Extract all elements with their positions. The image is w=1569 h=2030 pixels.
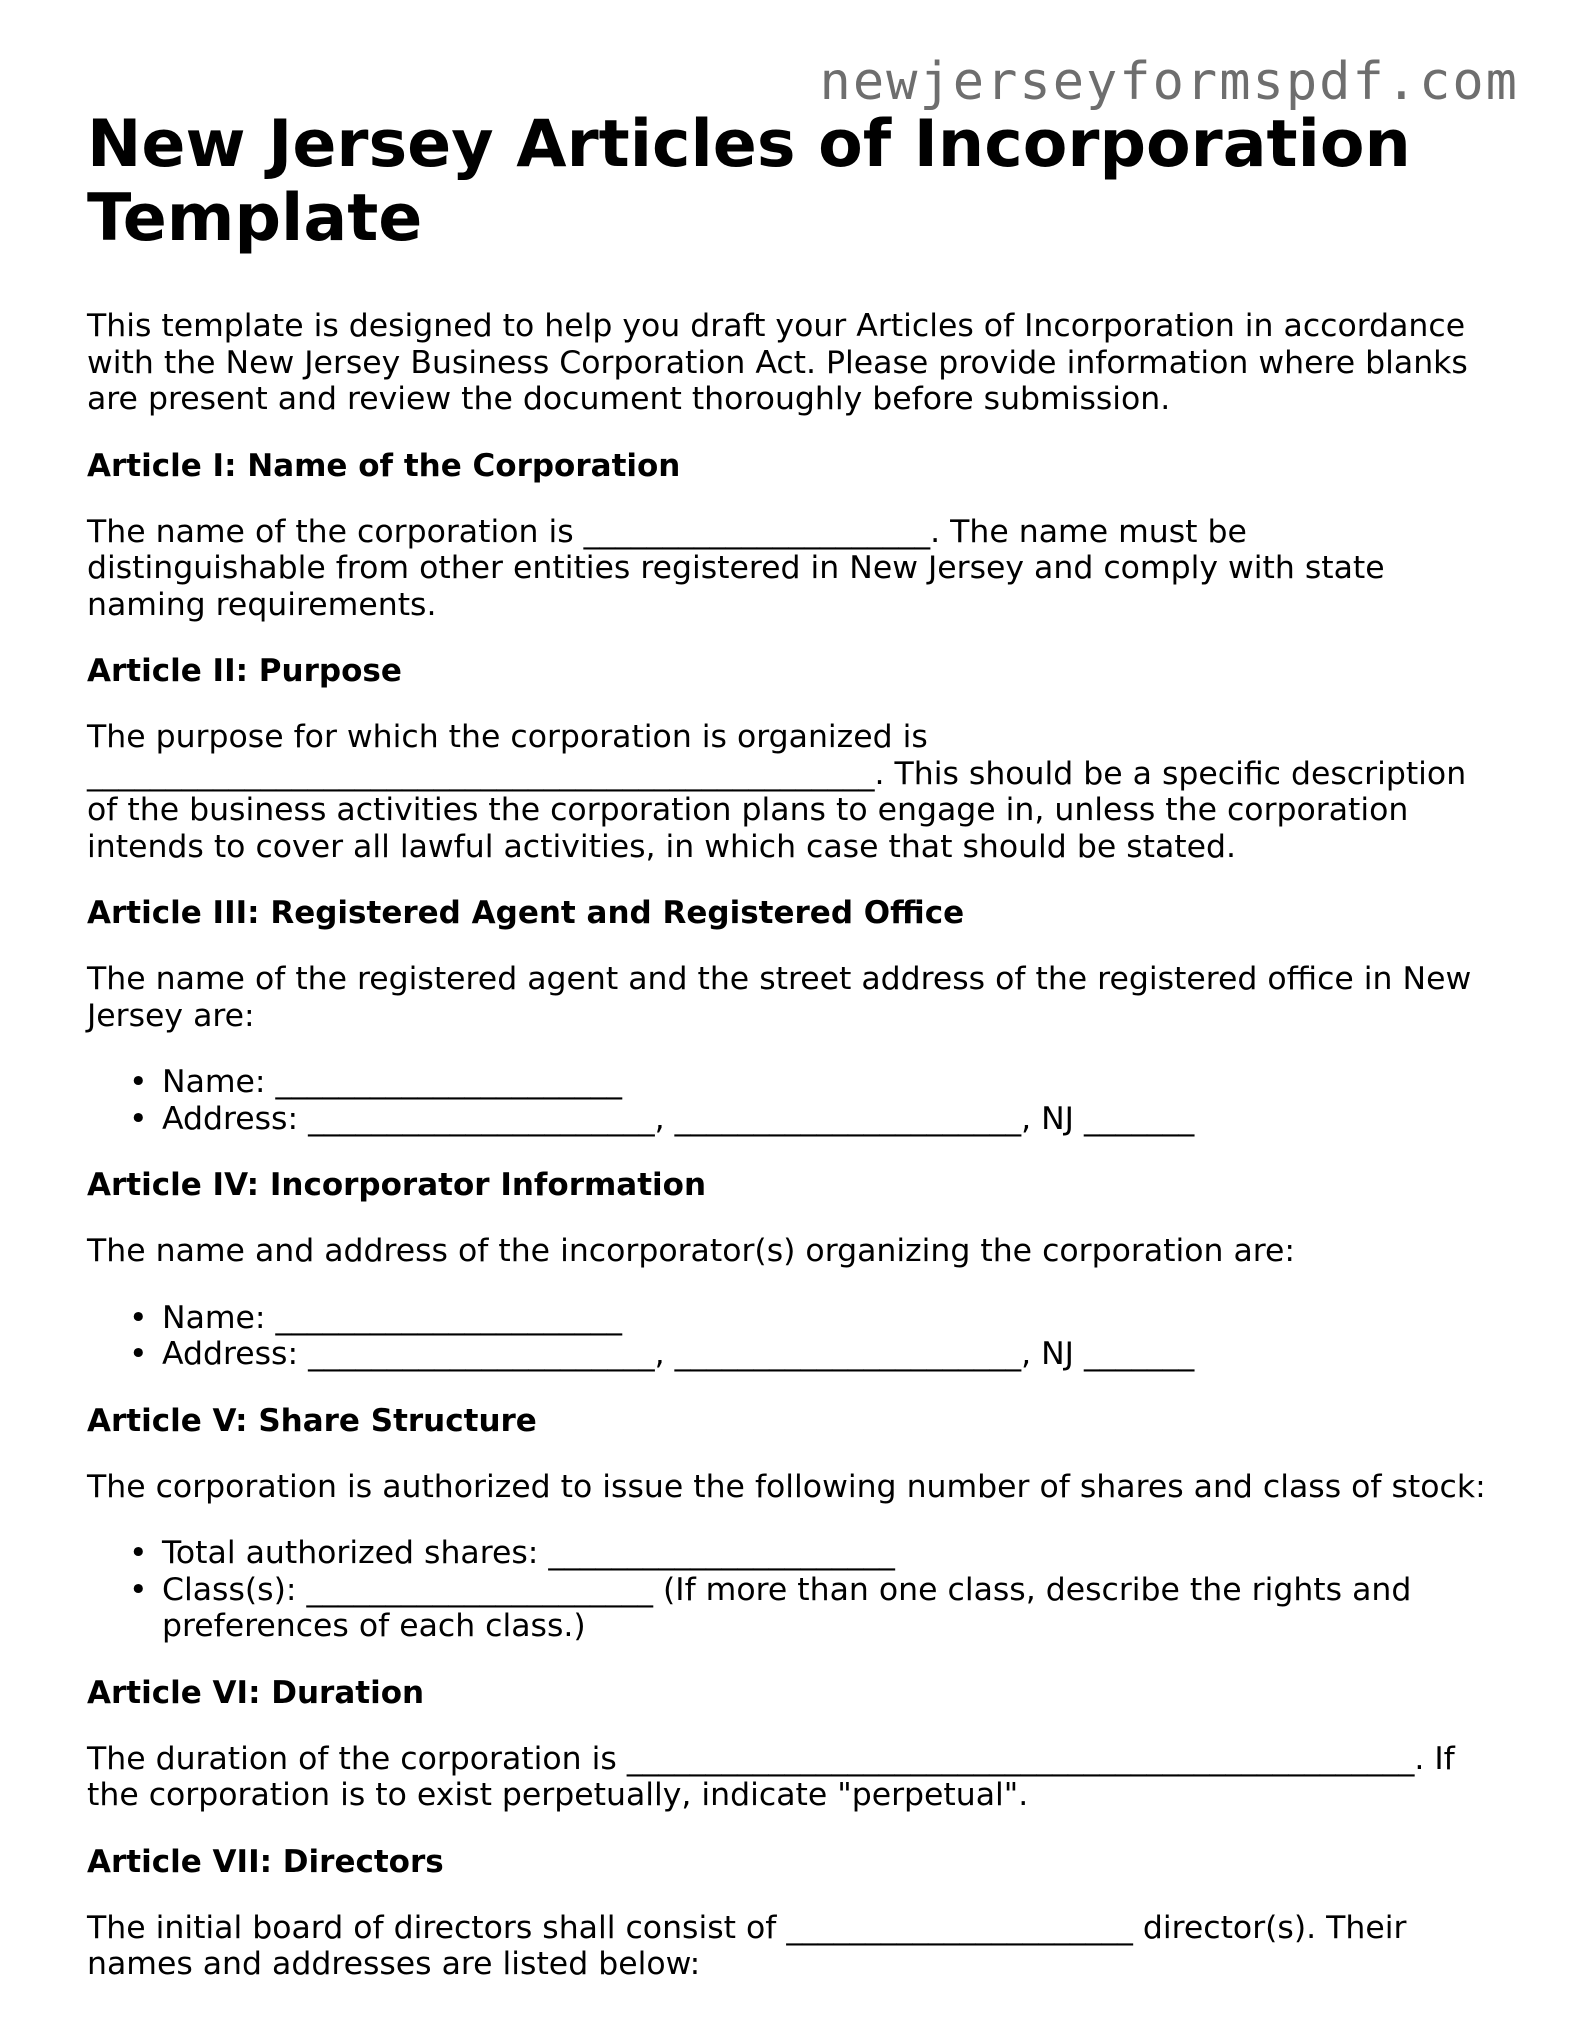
article-5-text: The corporation is authorized to issue the following number of shares and class of stock: [87, 1468, 1486, 1505]
incorporator-address-item: • Address: ______________________, ______________________, NJ _______ [162, 1336, 1487, 1373]
article-2-text: The purpose for which the corporation is organized is __________________________________________________. This should be a specific description of the business activities the corporation plans to engage in, unless the corporation intends to cover all lawful activities, in which case that should be stated. [87, 719, 1467, 865]
article-2-section [87, 653, 1487, 865]
article-4-heading: Article IV: Incorporator Information [87, 1167, 707, 1203]
article-4-text: The name and address of the incorporator(s) organizing the corporation are: [87, 1233, 1296, 1269]
article-4-section [87, 1167, 1487, 1373]
article-6-section [87, 1675, 1487, 1814]
article-1-heading: Article I: Name of the Corporation [87, 447, 681, 484]
article-1-text: The name of the corporation is ______________________. The name must be distinguishable from other entities registered in New Jersey and comply with state naming requirements. [87, 513, 1385, 623]
total-shares-item: • Total authorized shares: ______________________ [162, 1535, 1487, 1572]
article-2-heading: Article II: Purpose [87, 653, 402, 689]
article-7-section [87, 1844, 1487, 1983]
article-1-section [87, 448, 1487, 624]
article-7-text: The initial board of directors shall consist of ______________________ director(s). Their names and addresses are listed below: [87, 1909, 1407, 1982]
article-4-list [87, 1300, 1487, 1373]
agent-name-item: • Name: ______________________ [162, 1064, 1487, 1101]
intro-paragraph: This template is designed to help you draft your Articles of Incorporation in accordance with the New Jersey Business Corporation Act. Please provide information where blanks are present and review the document thoroughly before submission. [87, 308, 1468, 417]
article-3-section [87, 895, 1487, 1137]
article-7-heading: Article VII: Directors [87, 1843, 444, 1880]
article-6-heading: Article VI: Duration [87, 1674, 425, 1711]
page-title: New Jersey Articles of Incorporation Template [87, 107, 1411, 256]
article-3-heading: Article III: Registered Agent and Registered Office [87, 895, 965, 931]
article-5-heading: Article V: Share Structure [87, 1402, 537, 1439]
agent-address-item: • Address: ______________________, ______________________, NJ _______ [162, 1101, 1487, 1138]
article-3-list [87, 1064, 1487, 1137]
site-watermark: newjerseyformspdf.com [819, 52, 1519, 112]
article-3-text: The name of the registered agent and the street address of the registered office in New Jersey are: [87, 961, 1472, 1034]
article-5-section [87, 1403, 1487, 1645]
document-page [87, 108, 1487, 1983]
incorporator-name-item: • Name: ______________________ [162, 1300, 1487, 1337]
share-classes-item: • Class(s): ______________________ (If more than one class, describe the rights and preferences of each class.) [162, 1572, 1487, 1645]
article-5-list [87, 1535, 1487, 1645]
article-6-text: The duration of the corporation is __________________________________________________. If the corporation is to exist perpetually, indicate "perpetual". [87, 1740, 1455, 1813]
